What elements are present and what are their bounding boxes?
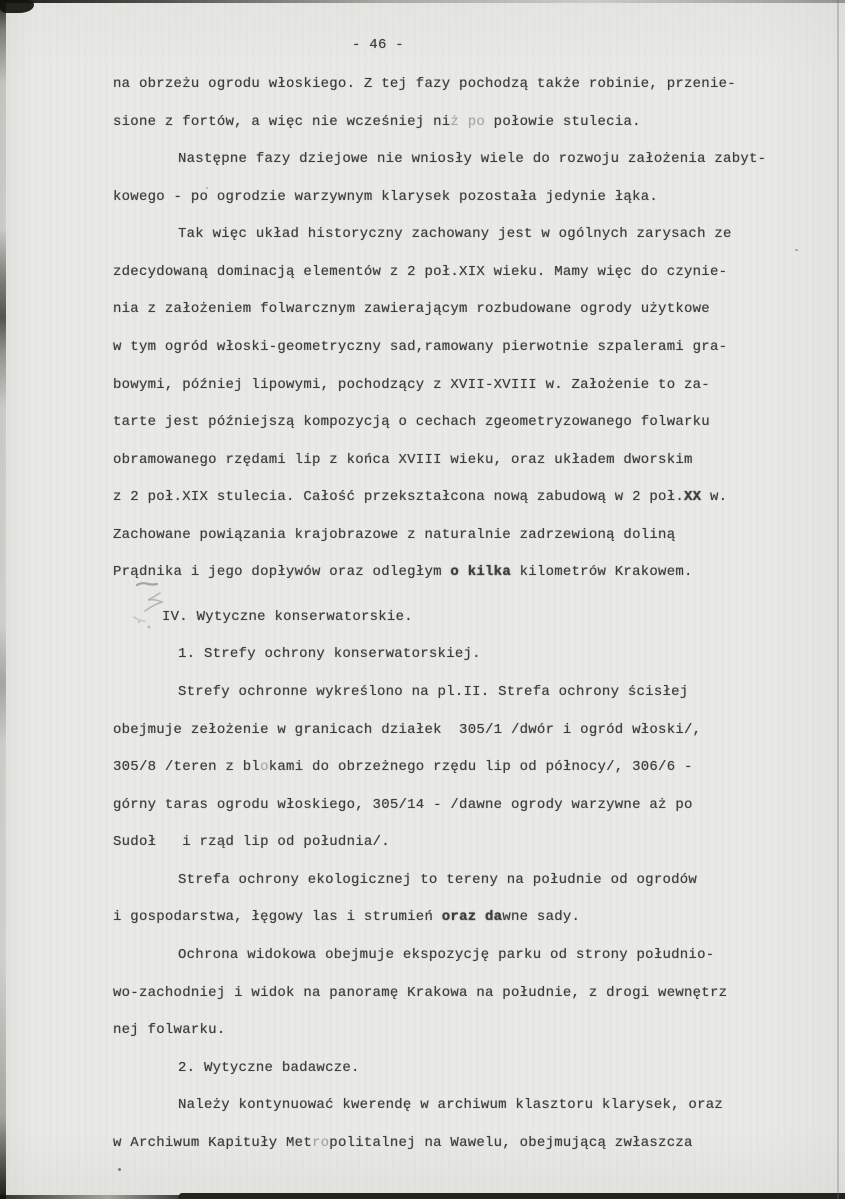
text-line: Prądnika i jego dopływów oraz odległym o kilka kilometrów Krakowem. bbox=[113, 564, 693, 581]
scan-blob-top-left bbox=[0, 0, 34, 13]
text-line: Tak więc układ historyczny zachowany jest w ogólnych zarysach ze bbox=[178, 226, 732, 243]
scan-edge-left bbox=[0, 0, 6, 1199]
text-line: bowymi, później lipowymi, pochodzący z XVII-XVIII w. Założenie to za- bbox=[113, 376, 710, 393]
text-line: na obrzeżu ogrodu włoskiego. Z tej fazy pochodzą także robinie, przenie- bbox=[113, 76, 736, 92]
text-line: wo-zachodniej i widok na panoramę Krakowa na południe, z drogi wewnętrz bbox=[113, 984, 728, 1001]
paragraph-gap bbox=[113, 592, 793, 599]
page-number: - 46 - bbox=[352, 37, 404, 53]
text-line: w Archiwum Kapituły Metropolitalnej na Wawelu, obejmującą zwłaszcza bbox=[113, 1134, 693, 1151]
pencil-squiggle-mark bbox=[127, 575, 181, 637]
scan-line-right bbox=[837, 0, 839, 1199]
text-line: Strefa ochrony ekologicznej to tereny na południe od ogrodów bbox=[178, 871, 698, 888]
text-line: sione z fortów, a więc nie wcześniej niż po połowie stulecia. bbox=[113, 113, 641, 130]
text-line: 2. Wytyczne badawcze. bbox=[178, 1059, 360, 1076]
text-line: Należy kontynuować kwerendę w archiwum klasztoru klarysek, oraz bbox=[178, 1097, 724, 1114]
text-line: obramowanego rzędami lip z końca XVIII wieku, oraz układem dworskim bbox=[113, 451, 693, 468]
text-line: Sudoł i rząd lip od południa/. bbox=[113, 834, 390, 851]
text-line: kowego - po ogrodzie warzywnym klarysek pozostała jedynie łąka. bbox=[113, 188, 659, 205]
text-line: Strefy ochronne wykreślono na pl.II. Strefa ochrony ścisłej bbox=[178, 684, 689, 700]
text-line: zdecydowaną dominacją elementów z 2 poł.XIX wieku. Mamy więc do czynie- bbox=[113, 263, 728, 280]
text-line: i gospodarstwa, łęgowy las i strumień oraz dawne sady. bbox=[113, 909, 581, 926]
scan-speck bbox=[118, 1168, 121, 1171]
text-line: IV. Wytyczne konserwatorskie. bbox=[162, 608, 413, 625]
text-line: obejmuje zełożenie w granicach działek 305/1 /dwór i ogród włoski/, bbox=[113, 721, 702, 738]
typed-text bbox=[113, 66, 793, 1162]
text-line: Zachowane powiązania krajobrazowe z naturalnie zadrzewioną doliną bbox=[113, 526, 676, 543]
scan-edge-bottom bbox=[179, 1193, 845, 1199]
text-line: Następne fazy dziejowe nie wniosły wiele do rozwoju założenia zabyt- bbox=[178, 151, 767, 168]
text-line: z 2 poł.XIX stulecia. Całość przekształcona nową zabudową w 2 poł.XX w. bbox=[113, 489, 728, 506]
text-line: nia z założeniem folwarcznym zawierającym rozbudowane ogrody użytkowe bbox=[113, 301, 710, 318]
text-line: tarte jest późniejszą kompozycją o cechach zgeometryzowanego folwarku bbox=[113, 414, 710, 431]
text-line: 1. Strefy ochrony konserwatorskiej. bbox=[178, 646, 481, 663]
scan-speck bbox=[795, 249, 798, 251]
scan-edge-top bbox=[0, 0, 845, 3]
scan-speck bbox=[206, 187, 208, 189]
text-line: górny taras ogrodu włoskiego, 305/14 - /dawne ogrody warzywne aż po bbox=[113, 796, 693, 813]
text-line: w tym ogród włoski-geometryczny sad,ramowany pierwotnie szpalerami gra- bbox=[113, 338, 728, 355]
scan-edge-bottom-left bbox=[0, 1195, 180, 1199]
text-line: nej folwarku. bbox=[113, 1022, 226, 1039]
text-line: Ochrona widokowa obejmuje ekspozycję parku od strony południo- bbox=[178, 946, 715, 963]
text-line: 305/8 /teren z blokami do obrzeżnego rzędu lip od północy/, 306/6 - bbox=[113, 759, 693, 776]
